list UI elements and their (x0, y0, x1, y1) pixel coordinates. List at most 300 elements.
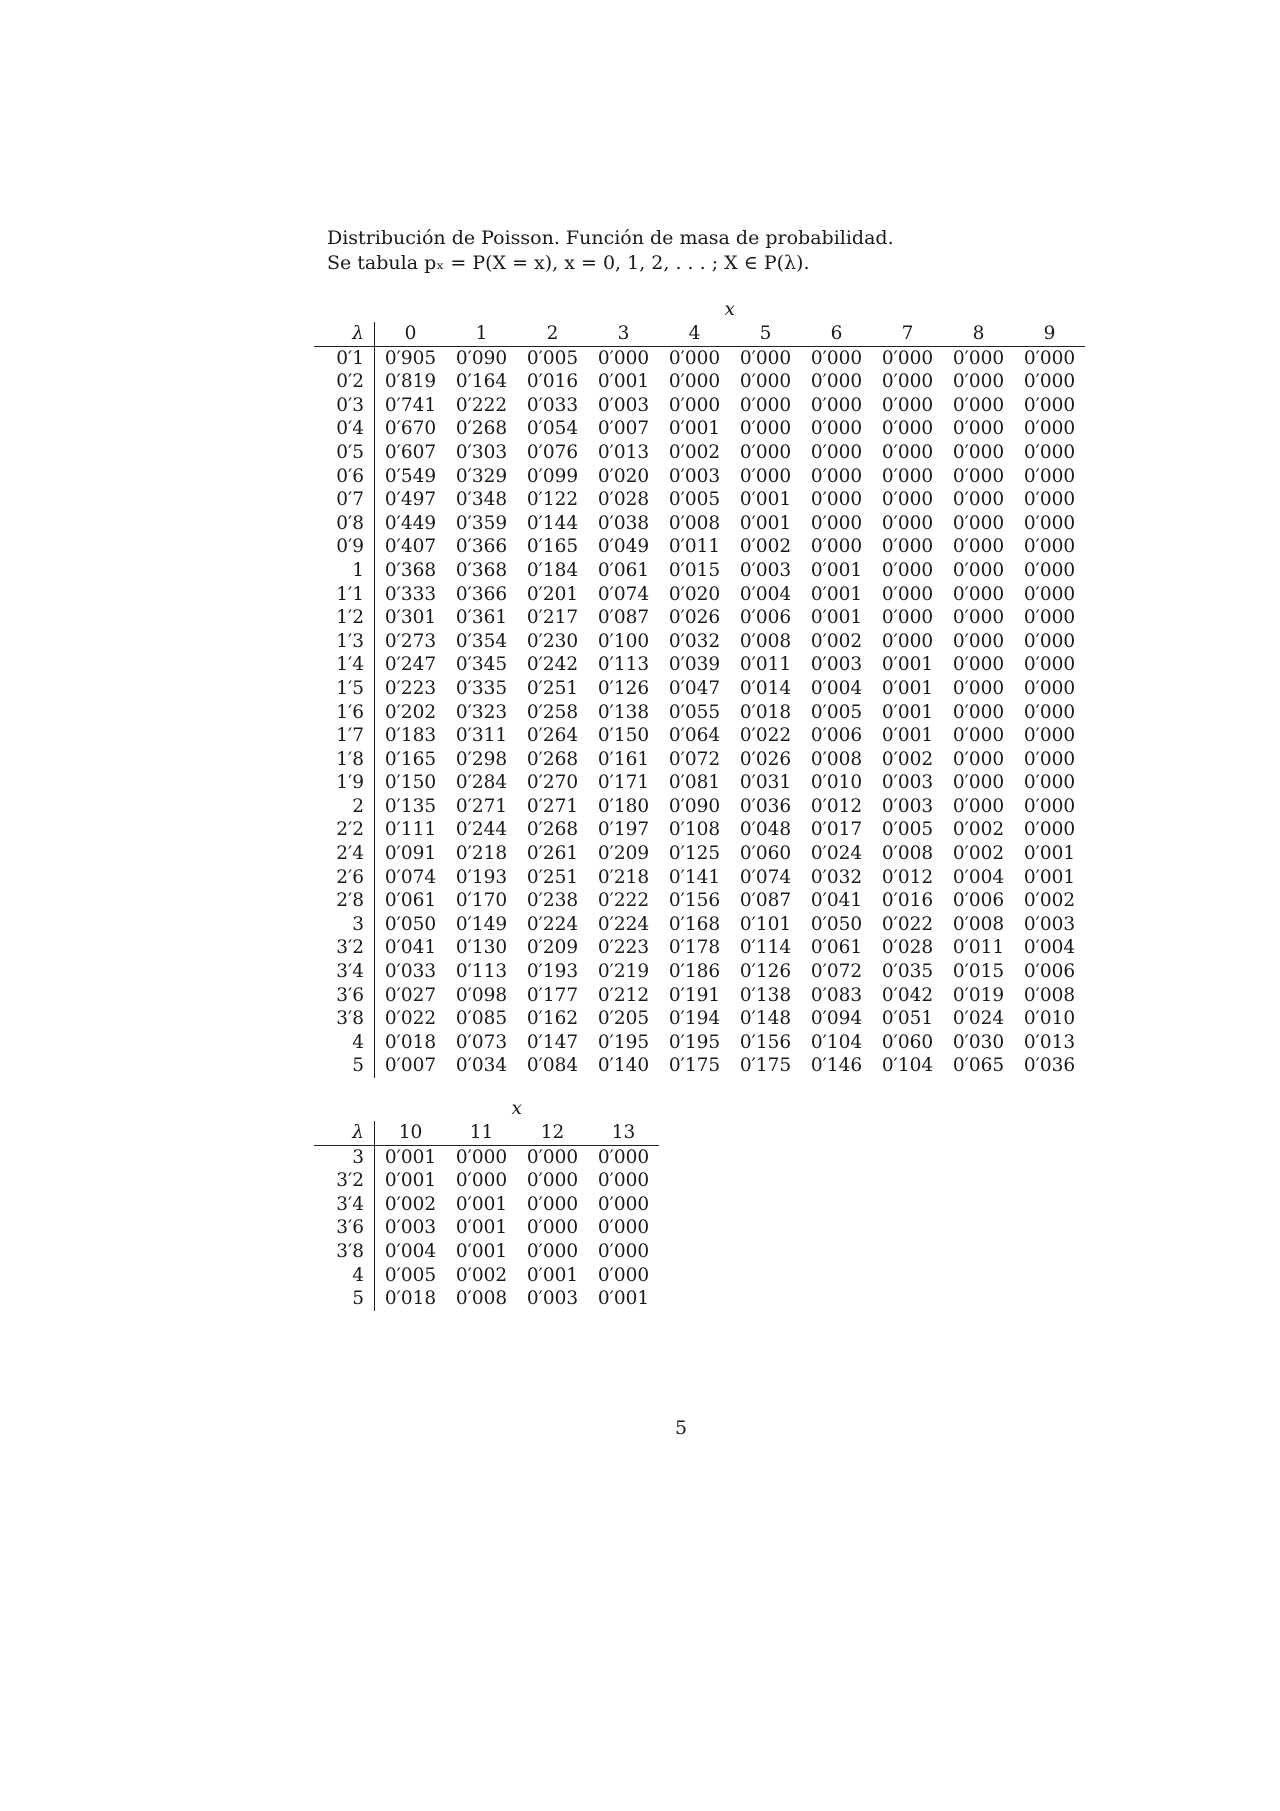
probability-cell: 0′000 (810, 347, 863, 369)
probability-cell: 0′061 (597, 559, 650, 581)
probability-cell: 0′000 (597, 1240, 650, 1262)
probability-cell: 0′074 (597, 583, 650, 605)
probability-cell: 0′368 (384, 559, 437, 581)
lambda-cell: 4 (314, 1264, 375, 1288)
probability-cell: 0′000 (739, 441, 792, 463)
probability-cell: 0′013 (1023, 1031, 1076, 1053)
probability-cell: 0′061 (384, 890, 437, 912)
probability-cell: 0′242 (526, 654, 579, 676)
probability-cell: 0′091 (384, 843, 437, 865)
probability-cell: 0′000 (810, 418, 863, 440)
probability-cell: 0′224 (597, 913, 650, 935)
probability-cell: 0′001 (881, 677, 934, 699)
probability-cell: 0′000 (952, 654, 1005, 676)
probability-cell: 0′000 (952, 583, 1005, 605)
probability-cell: 0′000 (1023, 465, 1076, 487)
probability-cell: 0′193 (526, 961, 579, 983)
probability-cell: 0′001 (1023, 866, 1076, 888)
probability-cell: 0′000 (1023, 394, 1076, 416)
probability-cell: 0′064 (668, 725, 721, 747)
probability-cell: 0′000 (1023, 630, 1076, 652)
lambda-cell: 2′6 (314, 866, 375, 890)
probability-cell: 0′125 (668, 843, 721, 865)
probability-cell: 0′036 (739, 795, 792, 817)
probability-cell: 0′284 (455, 772, 508, 794)
probability-cell: 0′149 (455, 913, 508, 935)
probability-cell: 0′090 (455, 347, 508, 369)
probability-cell: 0′407 (384, 536, 437, 558)
probability-cell: 0′150 (384, 772, 437, 794)
probability-cell: 0′002 (881, 748, 934, 770)
probability-cell: 0′156 (668, 890, 721, 912)
probability-cell: 0′000 (739, 347, 792, 369)
probability-cell: 0′020 (597, 465, 650, 487)
lambda-cell: 3 (314, 913, 375, 937)
probability-cell: 0′087 (597, 607, 650, 629)
probability-cell: 0′018 (739, 701, 792, 723)
probability-cell: 0′098 (455, 984, 508, 1006)
probability-cell: 0′001 (810, 559, 863, 581)
probability-cell: 0′000 (952, 607, 1005, 629)
x-axis-label: x (511, 1098, 522, 1120)
probability-cell: 0′001 (739, 512, 792, 534)
probability-cell: 0′003 (739, 559, 792, 581)
probability-cell: 0′016 (526, 371, 579, 393)
probability-cell: 0′006 (739, 607, 792, 629)
probability-cell: 0′006 (1023, 961, 1076, 983)
probability-cell: 0′000 (668, 347, 721, 369)
probability-cell: 0′015 (668, 559, 721, 581)
lambda-cell: 0′9 (314, 535, 375, 559)
probability-cell: 0′000 (1023, 772, 1076, 794)
probability-cell: 0′361 (455, 607, 508, 629)
probability-cell: 0′016 (881, 890, 934, 912)
lambda-cell: 1′1 (314, 583, 375, 607)
probability-cell: 0′000 (1023, 512, 1076, 534)
column-header: 8 (943, 322, 1014, 346)
probability-cell: 0′011 (668, 536, 721, 558)
probability-cell: 0′011 (739, 654, 792, 676)
probability-cell: 0′219 (597, 961, 650, 983)
table-row (314, 1193, 659, 1217)
probability-cell: 0′741 (384, 394, 437, 416)
probability-cell: 0′000 (810, 441, 863, 463)
probability-cell: 0′000 (881, 418, 934, 440)
column-header: 3 (588, 322, 659, 346)
probability-cell: 0′042 (881, 984, 934, 1006)
lambda-cell: 0′7 (314, 488, 375, 512)
probability-cell: 0′126 (739, 961, 792, 983)
probability-cell: 0′035 (881, 961, 934, 983)
probability-cell: 0′000 (952, 536, 1005, 558)
probability-cell: 0′001 (526, 1264, 579, 1286)
probability-cell: 0′205 (597, 1008, 650, 1030)
lambda-cell: 1′3 (314, 630, 375, 654)
probability-cell: 0′001 (881, 725, 934, 747)
probability-cell: 0′002 (952, 843, 1005, 865)
probability-cell: 0′180 (597, 795, 650, 817)
probability-cell: 0′002 (739, 536, 792, 558)
probability-cell: 0′000 (526, 1217, 579, 1239)
probability-cell: 0′202 (384, 701, 437, 723)
probability-cell: 0′018 (384, 1031, 437, 1053)
probability-cell: 0′000 (881, 630, 934, 652)
probability-cell: 0′000 (739, 418, 792, 440)
probability-cell: 0′032 (810, 866, 863, 888)
lambda-cell: 0′4 (314, 417, 375, 441)
probability-cell: 0′368 (455, 559, 508, 581)
probability-cell: 0′000 (881, 583, 934, 605)
probability-cell: 0′041 (384, 937, 437, 959)
probability-cell: 0′072 (810, 961, 863, 983)
probability-cell: 0′000 (881, 465, 934, 487)
table-row (314, 701, 1085, 725)
probability-cell: 0′003 (881, 795, 934, 817)
probability-cell: 0′061 (810, 937, 863, 959)
probability-cell: 0′165 (384, 748, 437, 770)
probability-cell: 0′008 (1023, 984, 1076, 1006)
probability-cell: 0′101 (739, 913, 792, 935)
probability-cell: 0′000 (1023, 725, 1076, 747)
probability-cell: 0′008 (739, 630, 792, 652)
probability-cell: 0′015 (952, 961, 1005, 983)
table-row (314, 795, 1085, 819)
probability-cell: 0′038 (597, 512, 650, 534)
probability-cell: 0′008 (455, 1288, 508, 1310)
probability-cell: 0′000 (952, 418, 1005, 440)
probability-cell: 0′161 (597, 748, 650, 770)
probability-cell: 0′303 (455, 441, 508, 463)
probability-cell: 0′000 (810, 512, 863, 534)
probability-cell: 0′244 (455, 819, 508, 841)
probability-cell: 0′273 (384, 630, 437, 652)
probability-cell: 0′051 (881, 1008, 934, 1030)
probability-cell: 0′060 (739, 843, 792, 865)
probability-cell: 0′218 (455, 843, 508, 865)
x-axis-label: x (724, 299, 735, 321)
table-row (314, 889, 1085, 913)
probability-cell: 0′024 (952, 1008, 1005, 1030)
lambda-cell: 1′6 (314, 701, 375, 725)
probability-cell: 0′000 (1023, 607, 1076, 629)
probability-cell: 0′049 (597, 536, 650, 558)
probability-cell: 0′178 (668, 937, 721, 959)
probability-cell: 0′028 (597, 489, 650, 511)
probability-cell: 0′000 (881, 536, 934, 558)
probability-cell: 0′010 (810, 772, 863, 794)
probability-cell: 0′238 (526, 890, 579, 912)
probability-cell: 0′008 (810, 748, 863, 770)
probability-cell: 0′000 (952, 347, 1005, 369)
probability-cell: 0′147 (526, 1031, 579, 1053)
lambda-cell: 0′6 (314, 465, 375, 489)
probability-cell: 0′020 (668, 583, 721, 605)
lambda-cell: 1′9 (314, 771, 375, 795)
probability-cell: 0′170 (455, 890, 508, 912)
probability-cell: 0′000 (526, 1170, 579, 1192)
probability-cell: 0′271 (455, 795, 508, 817)
poisson-table-continuation (314, 1097, 659, 1311)
probability-cell: 0′000 (1023, 701, 1076, 723)
lambda-cell: 0′8 (314, 512, 375, 536)
probability-cell: 0′004 (952, 866, 1005, 888)
table-row (314, 346, 1085, 370)
probability-cell: 0′193 (455, 866, 508, 888)
probability-cell: 0′000 (952, 701, 1005, 723)
probability-cell: 0′268 (455, 418, 508, 440)
probability-cell: 0′034 (455, 1055, 508, 1077)
lambda-cell: 2′4 (314, 842, 375, 866)
probability-cell: 0′013 (597, 441, 650, 463)
probability-cell: 0′090 (668, 795, 721, 817)
probability-cell: 0′001 (881, 654, 934, 676)
probability-cell: 0′022 (384, 1008, 437, 1030)
probability-cell: 0′003 (526, 1288, 579, 1310)
probability-cell: 0′000 (1023, 536, 1076, 558)
probability-cell: 0′000 (1023, 441, 1076, 463)
probability-cell: 0′186 (668, 961, 721, 983)
table-row (314, 417, 1085, 441)
probability-cell: 0′000 (952, 489, 1005, 511)
probability-cell: 0′000 (526, 1240, 579, 1262)
lambda-cell: 3 (314, 1145, 375, 1169)
lambda-cell: 0′3 (314, 394, 375, 418)
probability-cell: 0′099 (526, 465, 579, 487)
probability-cell: 0′004 (384, 1240, 437, 1262)
probability-cell: 0′130 (455, 937, 508, 959)
probability-cell: 0′005 (668, 489, 721, 511)
probability-cell: 0′001 (881, 701, 934, 723)
probability-cell: 0′000 (1023, 371, 1076, 393)
table-row (314, 842, 1085, 866)
caption-formula: Se tabula pₓ = P(X = x), x = 0, 1, 2, . . . ; X ∈ P(λ). (327, 252, 810, 274)
probability-cell: 0′177 (526, 984, 579, 1006)
probability-cell: 0′000 (810, 465, 863, 487)
table-row (314, 630, 1085, 654)
probability-cell: 0′148 (739, 1008, 792, 1030)
probability-cell: 0′032 (668, 630, 721, 652)
probability-cell: 0′230 (526, 630, 579, 652)
probability-cell: 0′335 (455, 677, 508, 699)
probability-cell: 0′251 (526, 677, 579, 699)
probability-cell: 0′114 (739, 937, 792, 959)
probability-cell: 0′268 (526, 748, 579, 770)
probability-cell: 0′039 (668, 654, 721, 676)
table-row (314, 677, 1085, 701)
probability-cell: 0′224 (526, 913, 579, 935)
probability-cell: 0′268 (526, 819, 579, 841)
probability-cell: 0′000 (881, 371, 934, 393)
table-row (314, 535, 1085, 559)
probability-cell: 0′019 (952, 984, 1005, 1006)
probability-cell: 0′298 (455, 748, 508, 770)
table-row (314, 441, 1085, 465)
table-row (314, 748, 1085, 772)
probability-cell: 0′047 (668, 677, 721, 699)
probability-cell: 0′000 (1023, 418, 1076, 440)
lambda-cell: 5 (314, 1287, 375, 1311)
probability-cell: 0′028 (881, 937, 934, 959)
probability-cell: 0′027 (384, 984, 437, 1006)
caption (327, 226, 894, 276)
probability-cell: 0′164 (455, 371, 508, 393)
table-row (314, 583, 1085, 607)
probability-cell: 0′000 (1023, 347, 1076, 369)
probability-cell: 0′111 (384, 819, 437, 841)
probability-cell: 0′022 (881, 913, 934, 935)
probability-cell: 0′261 (526, 843, 579, 865)
lambda-cell: 1′4 (314, 653, 375, 677)
probability-cell: 0′195 (597, 1031, 650, 1053)
column-header: 6 (801, 322, 872, 346)
probability-cell: 0′146 (810, 1055, 863, 1077)
probability-cell: 0′000 (810, 536, 863, 558)
probability-cell: 0′010 (1023, 1008, 1076, 1030)
probability-cell: 0′000 (952, 725, 1005, 747)
probability-cell: 0′003 (1023, 913, 1076, 935)
probability-cell: 0′002 (455, 1264, 508, 1286)
probability-cell: 0′008 (668, 512, 721, 534)
probability-cell: 0′000 (881, 441, 934, 463)
probability-cell: 0′000 (1023, 819, 1076, 841)
lambda-cell: 0′5 (314, 441, 375, 465)
probability-cell: 0′168 (668, 913, 721, 935)
probability-cell: 0′003 (810, 654, 863, 676)
lambda-cell: 0′2 (314, 370, 375, 394)
probability-cell: 0′000 (526, 1193, 579, 1215)
probability-cell: 0′218 (597, 866, 650, 888)
probability-cell: 0′026 (668, 607, 721, 629)
probability-cell: 0′222 (455, 394, 508, 416)
probability-cell: 0′000 (881, 489, 934, 511)
probability-cell: 0′366 (455, 583, 508, 605)
probability-cell: 0′000 (881, 347, 934, 369)
lambda-cell: 3′8 (314, 1240, 375, 1264)
probability-cell: 0′002 (384, 1193, 437, 1215)
table-row (314, 960, 1085, 984)
probability-cell: 0′012 (881, 866, 934, 888)
probability-cell: 0′072 (668, 748, 721, 770)
probability-cell: 0′054 (526, 418, 579, 440)
probability-cell: 0′348 (455, 489, 508, 511)
column-header: 9 (1014, 322, 1085, 346)
lambda-cell: 3′6 (314, 984, 375, 1008)
table-row (314, 1169, 659, 1193)
probability-cell: 0′083 (810, 984, 863, 1006)
probability-cell: 0′001 (597, 371, 650, 393)
probability-cell: 0′201 (526, 583, 579, 605)
probability-cell: 0′041 (810, 890, 863, 912)
probability-cell: 0′108 (668, 819, 721, 841)
probability-cell: 0′000 (952, 512, 1005, 534)
table-row (314, 913, 1085, 937)
probability-cell: 0′549 (384, 465, 437, 487)
probability-cell: 0′194 (668, 1008, 721, 1030)
probability-cell: 0′000 (597, 347, 650, 369)
probability-cell: 0′007 (597, 418, 650, 440)
probability-cell: 0′000 (952, 748, 1005, 770)
probability-cell: 0′126 (597, 677, 650, 699)
probability-cell: 0′191 (668, 984, 721, 1006)
probability-cell: 0′087 (739, 890, 792, 912)
probability-cell: 0′323 (455, 701, 508, 723)
probability-cell: 0′002 (668, 441, 721, 463)
probability-cell: 0′030 (952, 1031, 1005, 1053)
column-header: 1 (446, 322, 517, 346)
probability-cell: 0′031 (739, 772, 792, 794)
column-header: 5 (730, 322, 801, 346)
probability-cell: 0′000 (881, 607, 934, 629)
probability-cell: 0′135 (384, 795, 437, 817)
table-row (314, 465, 1085, 489)
probability-cell: 0′002 (810, 630, 863, 652)
probability-cell: 0′247 (384, 654, 437, 676)
table-row (314, 866, 1085, 890)
probability-cell: 0′065 (952, 1055, 1005, 1077)
probability-cell: 0′000 (597, 1170, 650, 1192)
probability-cell: 0′217 (526, 607, 579, 629)
lambda-cell: 4 (314, 1031, 375, 1055)
probability-cell: 0′036 (1023, 1055, 1076, 1077)
probability-cell: 0′000 (952, 795, 1005, 817)
table-row (314, 1145, 659, 1169)
probability-cell: 0′081 (668, 772, 721, 794)
probability-cell: 0′000 (810, 371, 863, 393)
probability-cell: 0′000 (739, 465, 792, 487)
probability-cell: 0′074 (384, 866, 437, 888)
probability-cell: 0′000 (455, 1170, 508, 1192)
probability-cell: 0′024 (810, 843, 863, 865)
probability-cell: 0′001 (455, 1240, 508, 1262)
x-header-blank (314, 298, 375, 322)
table-row (314, 559, 1085, 583)
probability-cell: 0′905 (384, 347, 437, 369)
probability-cell: 0′223 (384, 677, 437, 699)
probability-cell: 0′138 (597, 701, 650, 723)
probability-cell: 0′003 (668, 465, 721, 487)
page-number: 5 (674, 1417, 688, 1439)
probability-cell: 0′222 (597, 890, 650, 912)
probability-cell: 0′197 (597, 819, 650, 841)
probability-cell: 0′001 (384, 1146, 437, 1168)
probability-cell: 0′122 (526, 489, 579, 511)
poisson-table-main (314, 298, 1085, 1078)
probability-cell: 0′113 (597, 654, 650, 676)
probability-cell: 0′359 (455, 512, 508, 534)
table-row (314, 771, 1085, 795)
probability-cell: 0′329 (455, 465, 508, 487)
probability-cell: 0′001 (810, 583, 863, 605)
table-row (314, 1240, 659, 1264)
probability-cell: 0′001 (739, 489, 792, 511)
lambda-cell: 5 (314, 1054, 375, 1078)
probability-cell: 0′000 (952, 677, 1005, 699)
probability-cell: 0′055 (668, 701, 721, 723)
probability-cell: 0′258 (526, 701, 579, 723)
probability-cell: 0′000 (952, 559, 1005, 581)
probability-cell: 0′006 (952, 890, 1005, 912)
probability-cell: 0′165 (526, 536, 579, 558)
lambda-header: λ (314, 322, 375, 346)
probability-cell: 0′264 (526, 725, 579, 747)
probability-cell: 0′138 (739, 984, 792, 1006)
probability-cell: 0′001 (384, 1170, 437, 1192)
table-row (314, 488, 1085, 512)
probability-cell: 0′000 (952, 630, 1005, 652)
table-row (314, 394, 1085, 418)
probability-cell: 0′270 (526, 772, 579, 794)
probability-cell: 0′000 (1023, 677, 1076, 699)
